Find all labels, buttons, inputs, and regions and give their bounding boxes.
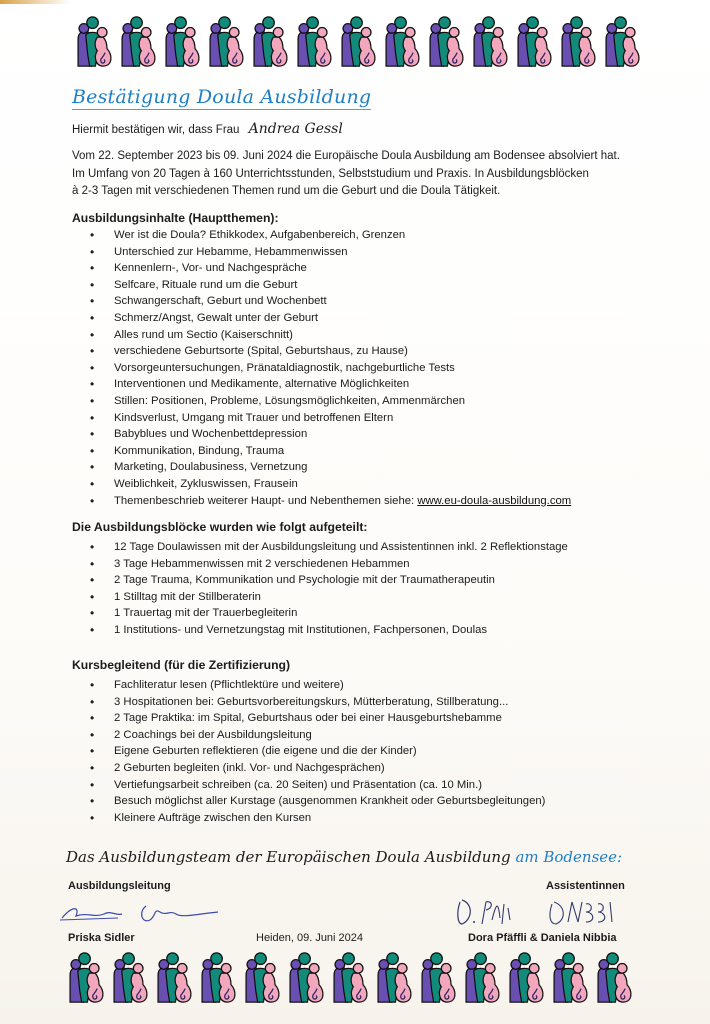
blocks-list (90, 539, 568, 639)
list-item: • Vorsorgeuntersuchungen, Pränataldiagnostik, nachgeburtliche Tests (90, 360, 571, 377)
section-heading-certification: Kursbegleitend (für die Zertifizierung) (72, 658, 291, 672)
list-item: • Kennenlern-, Vor- und Nachgespräche (90, 260, 571, 277)
right-signatory-names: Dora Pfäffli & Daniela Nibbia (468, 932, 617, 944)
website-link[interactable]: www.eu-doula-ausbildung.com (417, 494, 572, 507)
list-item: • Wer ist die Doula? Ethikkodex, Aufgabenbereich, Grenzen (90, 227, 571, 244)
doula-family-icon (418, 950, 457, 1004)
doula-family-icon (558, 14, 597, 68)
doula-family-icon (550, 950, 589, 1004)
confirmation-line (72, 121, 343, 137)
doula-family-icon (66, 950, 105, 1004)
photo-edge-glow (0, 0, 70, 4)
intro-paragraph (72, 148, 692, 201)
list-item: • 2 Coachings bei der Ausbildungsleitung (90, 727, 545, 744)
doula-family-icon (514, 14, 553, 68)
list-item: • 3 Hospitationen bei: Geburtsvorbereitungskurs, Mütterberatung, Stillberatung... (90, 694, 545, 711)
doula-family-icon (330, 950, 369, 1004)
list-item: • Alles rund um Sectio (Kaiserschnitt) (90, 327, 571, 344)
left-signatory-name: Priska Sidler (68, 932, 135, 944)
doula-family-icon (294, 14, 333, 68)
list-item: • Vertiefungsarbeit schreiben (ca. 20 Seiten) und Präsentation (ca. 10 Min.) (90, 777, 545, 794)
doula-family-icon (470, 14, 509, 68)
contents-list (90, 227, 571, 509)
list-item: • 3 Tage Hebammenwissen mit 2 verschiedenen Hebammen (90, 556, 568, 573)
signature-priska-sidler (58, 898, 228, 928)
confirmation-text: Hiermit bestätigen wir, dass Frau (72, 124, 240, 136)
logo-border-bottom (66, 950, 633, 1004)
doula-family-icon (286, 950, 325, 1004)
doula-family-icon (374, 950, 413, 1004)
list-item: • Schwangerschaft, Geburt und Wochenbett (90, 293, 571, 310)
list-item: • Fachliteratur lesen (Pflichtlektüre und weitere) (90, 677, 545, 694)
doula-family-icon (154, 950, 193, 1004)
list-item: • Marketing, Doulabusiness, Vernetzung (90, 459, 571, 476)
intro-line: à 2-3 Tagen mit verschiedenen Themen rund um die Geburt und die Doula Tätigkeit. (72, 185, 501, 197)
section-heading-contents: Ausbildungsinhalte (Hauptthemen): (72, 211, 279, 225)
right-signatory-role: Assistentinnen (546, 880, 625, 892)
intro-line: Vom 22. September 2023 bis 09. Juni 2024 die Europäische Doula Ausbildung am Bodensee absolviert hat. (72, 150, 620, 162)
recipient-name: Andrea Gessl (248, 121, 343, 137)
doula-family-icon (242, 950, 281, 1004)
signature-assistants (452, 894, 622, 930)
certificate-title: Bestätigung Doula Ausbildung (72, 86, 372, 108)
list-item: • Babyblues und Wochenbettdepression (90, 426, 571, 443)
left-signatory-role: Ausbildungsleitung (68, 880, 171, 892)
list-item: • 1 Trauertag mit der Trauerbegleiterin (90, 605, 568, 622)
intro-line: Im Umfang von 20 Tagen à 160 Unterrichtsstunden, Selbststudium und Praxis. In Ausbildungsblöcken (72, 167, 589, 180)
list-item: • Kindsverlust, Umgang mit Trauer und betroffenen Eltern (90, 410, 571, 427)
list-item: • 1 Institutions- und Vernetzungstag mit Institutionen, Fachpersonen, Doulas (90, 622, 568, 639)
doula-family-icon (338, 14, 377, 68)
doula-family-icon (198, 950, 237, 1004)
place-and-date: Heiden, 09. Juni 2024 (256, 932, 364, 944)
doula-family-icon (162, 14, 201, 68)
list-item: • 2 Tage Praktika: im Spital, Geburtshaus oder bei einer Hausgeburtshebamme (90, 710, 545, 727)
list-item: • Kommunikation, Bindung, Trauma (90, 443, 571, 460)
doula-family-icon (382, 14, 421, 68)
doula-family-icon (206, 14, 245, 68)
closing-location: am Bodensee: (515, 848, 623, 866)
list-item: • Weiblichkeit, Zykluswissen, Frausein (90, 476, 571, 493)
doula-family-icon (462, 950, 501, 1004)
section-heading-blocks: Die Ausbildungsblöcke wurden wie folgt aufgeteilt: (72, 520, 368, 534)
list-item: • Schmerz/Angst, Gewalt unter der Geburt (90, 310, 571, 327)
list-item: • Unterschied zur Hebamme, Hebammenwissen (90, 244, 571, 261)
closing-text: Das Ausbildungsteam der Europäischen Doula Ausbildung (66, 848, 516, 866)
doula-family-icon (426, 14, 465, 68)
list-item: • 12 Tage Doulawissen mit der Ausbildungsleitung und Assistentinnen inkl. 2 Reflektionstage (90, 539, 568, 556)
list-item: • 2 Geburten begleiten (inkl. Vor- und Nachgesprächen) (90, 760, 545, 777)
logo-border-top (74, 14, 641, 68)
doula-family-icon (506, 950, 545, 1004)
doula-family-icon (602, 14, 641, 68)
list-item: • Besuch möglichst aller Kurstage (ausgenommen Krankheit oder Geburtsbegleitungen) (90, 793, 545, 810)
list-item: • 1 Stilltag mit der Stillberaterin (90, 589, 568, 606)
list-item: • Stillen: Positionen, Probleme, Lösungsmöglichkeiten, Ammenmärchen (90, 393, 571, 410)
list-item: • Kleinere Aufträge zwischen den Kursen (90, 810, 545, 827)
list-item-website (90, 493, 571, 510)
doula-family-icon (594, 950, 633, 1004)
list-item: • Eigene Geburten reflektieren (die eigene und die der Kinder) (90, 743, 545, 760)
doula-family-icon (118, 14, 157, 68)
closing-statement (66, 848, 622, 866)
list-item: • verschiedene Geburtsorte (Spital, Geburtshaus, zu Hause) (90, 343, 571, 360)
list-item: • 2 Tage Trauma, Kommunikation und Psychologie mit der Traumatherapeutin (90, 572, 568, 589)
list-item: • Interventionen und Medikamente, alternative Möglichkeiten (90, 376, 571, 393)
doula-family-icon (110, 950, 149, 1004)
list-item: • Selfcare, Rituale rund um die Geburt (90, 277, 571, 294)
website-prefix: Themenbeschrieb weiterer Haupt- und Nebenthemen siehe: (114, 494, 418, 507)
doula-family-icon (250, 14, 289, 68)
certification-list (90, 677, 545, 826)
doula-family-icon (74, 14, 113, 68)
